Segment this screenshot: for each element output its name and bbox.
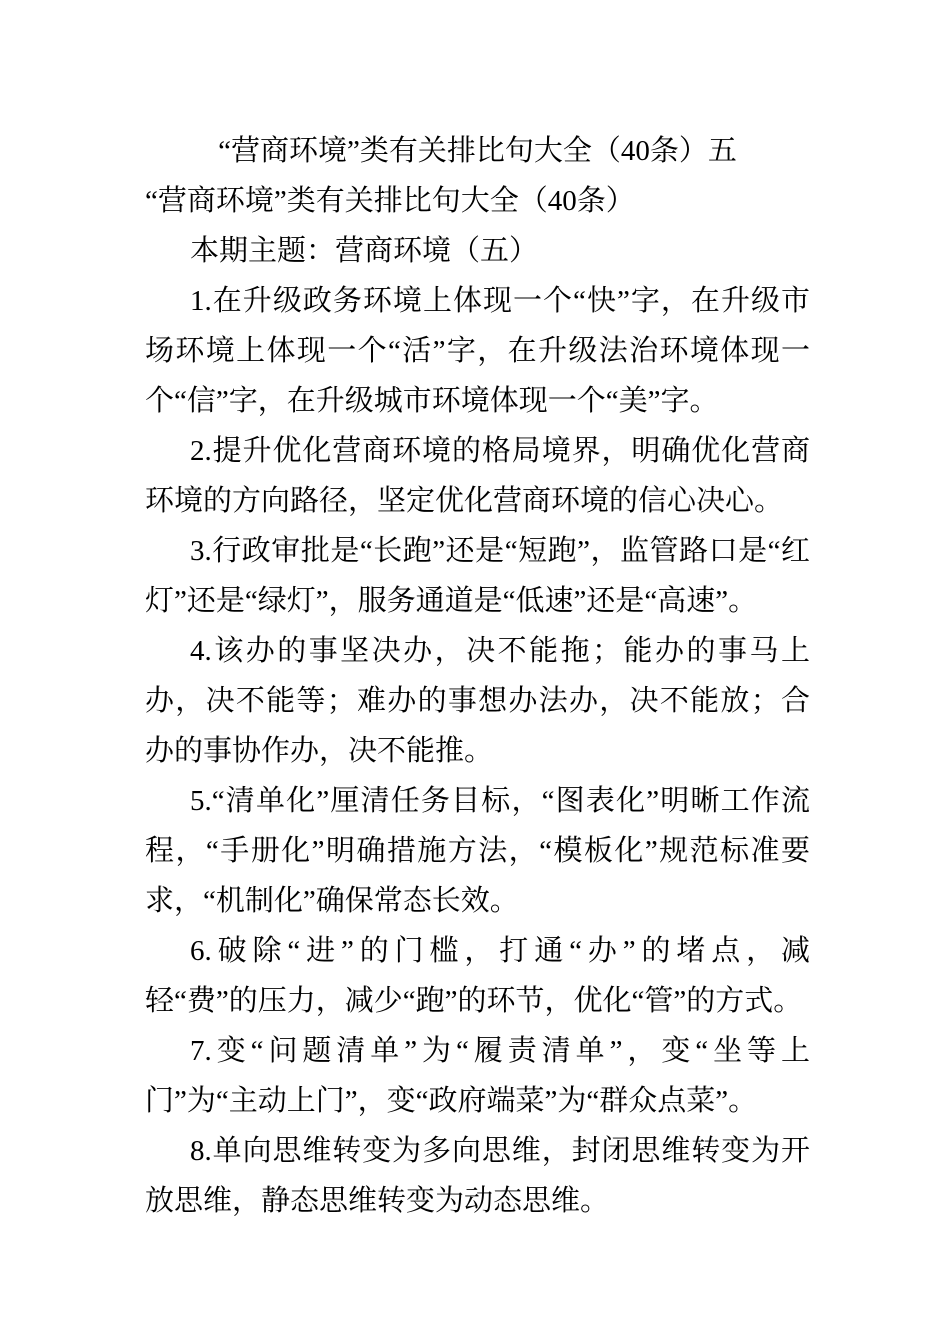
paragraph-item-5: 5.“清单化”厘清任务目标，“图表化”明晰工作流程，“手册化”明确措施方法，“模板化”规范标准要求，“机制化”确保常态长效。 (145, 785, 810, 917)
document-title: “营商环境”类有关排比句大全（40条）五 (218, 135, 737, 167)
paragraph-item-1: 1.在升级政务环境上体现一个“快”字，在升级市场环境上体现一个“活”字，在升级法治环境体现一个“信”字，在升级城市环境体现一个“美”字。 (145, 285, 810, 417)
document-subtitle: “营商环境”类有关排比句大全（40条） (145, 185, 635, 217)
topic-line: 本期主题：营商环境（五） (190, 235, 539, 267)
paragraph-item-2: 2.提升优化营商环境的格局境界，明确优化营商环境的方向路径，坚定优化营商环境的信心决心。 (145, 435, 810, 517)
paragraph-item-3: 3.行政审批是“长跑”还是“短跑”，监管路口是“红灯”还是“绿灯”，服务通道是“低速”还是“高速”。 (145, 535, 810, 617)
paragraph-item-6: 6.破除“进”的门槛，打通“办”的堵点，减轻“费”的压力，减少“跑”的环节，优化“管”的方式。 (145, 935, 810, 1017)
paragraph-item-7: 7.变“问题清单”为“履责清单”，变“坐等上门”为“主动上门”，变“政府端菜”为“群众点菜”。 (145, 1035, 810, 1117)
paragraph-item-8: 8.单向思维转变为多向思维，封闭思维转变为开放思维，静态思维转变为动态思维。 (145, 1135, 810, 1217)
paragraph-item-4: 4.该办的事坚决办，决不能拖；能办的事马上办，决不能等；难办的事想办法办，决不能放；合办的事协作办，决不能推。 (145, 635, 810, 767)
